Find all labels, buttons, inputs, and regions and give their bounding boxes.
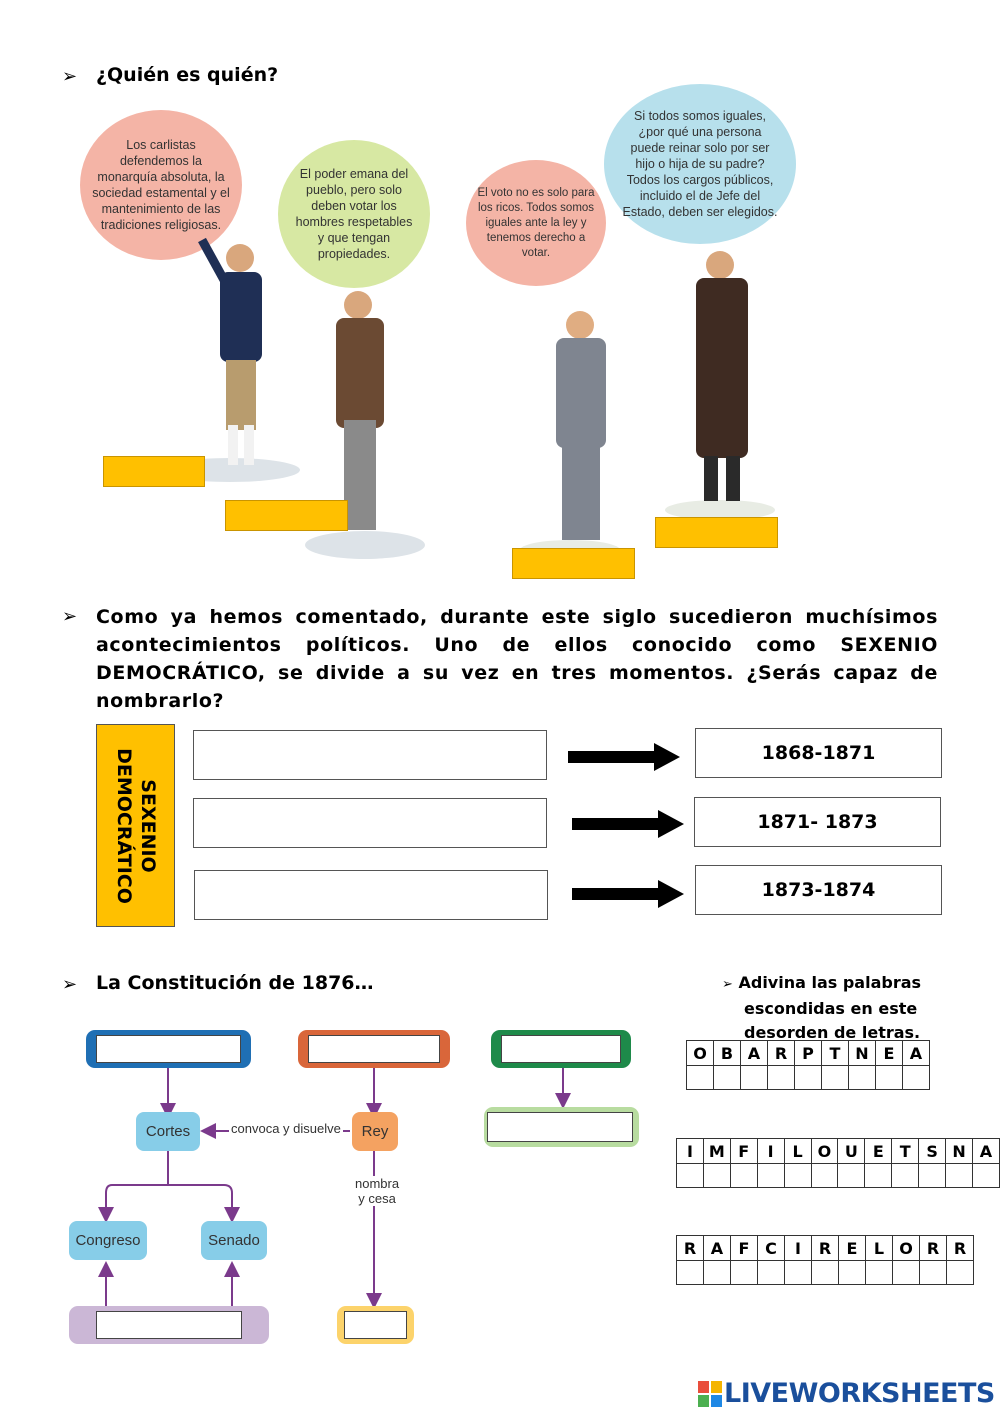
sexenio-word: SEXENIO [136, 778, 159, 873]
letter-cell: R [812, 1236, 839, 1261]
blank-frame-blue [86, 1030, 251, 1068]
answer-cell[interactable] [703, 1164, 730, 1188]
letter-cell: E [839, 1236, 866, 1261]
answer-cell[interactable] [768, 1066, 795, 1090]
answer-box-4[interactable] [655, 517, 778, 548]
blank-frame-lilac [69, 1306, 269, 1344]
bubble-text: El voto no es solo para los ricos. Todos somos iguales ante la ley y tenemos derecho a votar. [477, 186, 595, 259]
man-carlista-figure [202, 240, 262, 465]
letter-cell: L [866, 1236, 893, 1261]
answer-cell[interactable] [795, 1066, 822, 1090]
blank-input-yellow[interactable] [344, 1311, 407, 1339]
answer-cell[interactable] [731, 1261, 758, 1285]
period-name-input-3[interactable] [194, 870, 548, 920]
right-arrow-icon [572, 810, 684, 838]
blank-frame-lightgreen [484, 1107, 639, 1147]
letter-cell: L [784, 1139, 811, 1164]
letter-cell: I [677, 1139, 704, 1164]
label-convoca-disuelve: convoca y disuelve [231, 1121, 341, 1136]
blank-input-lightgreen[interactable] [487, 1112, 633, 1142]
blank-input-green[interactable] [501, 1035, 621, 1063]
letter-cell: O [811, 1139, 838, 1164]
node-congreso: Congreso [69, 1221, 147, 1260]
answer-cell[interactable] [784, 1164, 811, 1188]
answer-cell[interactable] [812, 1261, 839, 1285]
blank-input-blue[interactable] [96, 1035, 241, 1063]
letter-cell: T [822, 1041, 849, 1066]
scrambled-letters-row [677, 1236, 974, 1261]
answer-cell[interactable] [677, 1261, 704, 1285]
scrambled-letters-row [687, 1041, 930, 1066]
letter-cell: A [903, 1041, 930, 1066]
letter-cell: A [741, 1041, 768, 1066]
answer-cell[interactable] [866, 1261, 893, 1285]
letter-cell: O [893, 1236, 920, 1261]
letter-cell: R [677, 1236, 704, 1261]
letter-cell: P [795, 1041, 822, 1066]
answer-cell[interactable] [919, 1164, 946, 1188]
letter-cell: B [714, 1041, 741, 1066]
period-date-1: 1868-1871 [695, 728, 942, 778]
answer-cell[interactable] [893, 1261, 920, 1285]
letter-cell: N [849, 1041, 876, 1066]
label-nombra-cesa [355, 1176, 399, 1206]
answer-cell[interactable] [865, 1164, 892, 1188]
blank-frame-yellow [337, 1306, 414, 1344]
liveworksheets-logo-icon [698, 1381, 722, 1407]
instruction-line-1: Adivina las palabras [738, 973, 922, 992]
bubble-text: Los carlistas defendemos la monarquía absoluta, la sociedad estamental y el mantenimiento de las tradiciones religiosas. [92, 138, 230, 232]
answer-cell[interactable] [838, 1164, 865, 1188]
letter-cell: A [704, 1236, 731, 1261]
letter-grid-3 [676, 1235, 974, 1285]
period-date-2: 1871- 1873 [694, 797, 941, 847]
blank-frame-orange [298, 1030, 450, 1068]
answer-cell[interactable] [947, 1261, 974, 1285]
answer-cell[interactable] [758, 1261, 785, 1285]
node-cortes: Cortes [136, 1112, 200, 1151]
letter-cell: U [838, 1139, 865, 1164]
answer-letters-row [687, 1066, 930, 1090]
answer-cell[interactable] [785, 1261, 812, 1285]
letter-grid-1 [686, 1040, 930, 1090]
answer-cell[interactable] [741, 1066, 768, 1090]
answer-cell[interactable] [892, 1164, 919, 1188]
bullet-arrow-icon: ➢ [62, 974, 78, 995]
letter-cell: R [768, 1041, 795, 1066]
letter-grid-2 [676, 1138, 1000, 1188]
scrambled-letters-row [677, 1139, 1000, 1164]
letter-cell: A [972, 1139, 999, 1164]
answer-cell[interactable] [946, 1164, 973, 1188]
answer-cell[interactable] [839, 1261, 866, 1285]
bullet-arrow-icon: ➢ [722, 977, 733, 992]
answer-cell[interactable] [972, 1164, 999, 1188]
answer-letters-row [677, 1164, 1000, 1188]
man-republicano-figure [696, 251, 748, 501]
letter-cell: R [947, 1236, 974, 1261]
answer-cell[interactable] [903, 1066, 930, 1090]
answer-cell[interactable] [757, 1164, 784, 1188]
letter-cell: R [920, 1236, 947, 1261]
liveworksheets-logo [698, 1378, 995, 1409]
period-name-input-1[interactable] [193, 730, 547, 780]
period-name-input-2[interactable] [193, 798, 547, 848]
letter-cell: F [731, 1236, 758, 1261]
letter-cell: S [919, 1139, 946, 1164]
bubble-text: Si todos somos iguales, ¿por qué una persona puede reinar solo por ser hijo o hija de su padre? Todos los cargos públicos, incluido el de Jefe del Estado, deben ser elegidos. [622, 109, 778, 219]
letter-cell: I [757, 1139, 784, 1164]
man-progresista-figure [556, 311, 606, 540]
right-arrow-icon [568, 743, 680, 771]
label-nombra: nombra [355, 1176, 400, 1191]
right-arrow-icon [572, 880, 684, 908]
blank-input-lilac[interactable] [96, 1311, 242, 1339]
letter-cell: I [785, 1236, 812, 1261]
bullet-arrow-icon: ➢ [62, 66, 78, 87]
man-moderado-figure [336, 291, 384, 530]
democratico-word: DEMOCRÁTICO [112, 747, 135, 904]
section-title-constitucion: La Constitución de 1876… [96, 972, 374, 994]
answer-cell[interactable] [677, 1164, 704, 1188]
letter-cell: E [865, 1139, 892, 1164]
answer-letters-row [677, 1261, 974, 1285]
instruction-line-2: escondidas en este [744, 999, 918, 1018]
brand-name: LIVEWORKSHEETS [724, 1378, 995, 1409]
answer-cell[interactable] [704, 1261, 731, 1285]
label-cesa: y cesa [358, 1191, 396, 1206]
answer-cell[interactable] [730, 1164, 757, 1188]
blank-frame-green [491, 1030, 631, 1068]
instruction-line-3: desorden de letras. [744, 1023, 921, 1042]
answer-cell[interactable] [714, 1066, 741, 1090]
letter-cell: E [876, 1041, 903, 1066]
node-rey: Rey [352, 1112, 398, 1151]
letter-cell: T [892, 1139, 919, 1164]
sexenio-label-text [112, 748, 160, 904]
letter-cell: O [687, 1041, 714, 1066]
answer-cell[interactable] [876, 1066, 903, 1090]
answer-box-2[interactable] [225, 500, 348, 531]
answer-box-3[interactable] [512, 548, 635, 579]
letter-cell: F [730, 1139, 757, 1164]
bullet-arrow-icon: ➢ [62, 606, 78, 627]
section-title-quien: ¿Quién es quién? [96, 64, 279, 86]
blank-input-orange[interactable] [308, 1035, 440, 1063]
answer-cell[interactable] [920, 1261, 947, 1285]
answer-cell[interactable] [849, 1066, 876, 1090]
node-senado: Senado [201, 1221, 267, 1260]
sexenio-label-box [96, 724, 175, 927]
bubble-text: El poder emana del pueblo, pero solo deben votar los hombres respetables y que tengan propiedades. [295, 167, 413, 261]
period-date-3: 1873-1874 [695, 865, 942, 915]
answer-cell[interactable] [822, 1066, 849, 1090]
answer-box-1[interactable] [103, 456, 205, 487]
letter-cell: M [703, 1139, 730, 1164]
letter-cell: N [946, 1139, 973, 1164]
answer-cell[interactable] [687, 1066, 714, 1090]
answer-cell[interactable] [811, 1164, 838, 1188]
sexenio-question-text: Como ya hemos comentado, durante este siglo sucedieron muchísimos acontecimientos políticos. Uno de ellos conocido como SEXENIO DEMOCRÁTICO, se divide a su vez en tres momentos. ¿Serás capaz de nombrarlo? [96, 606, 938, 712]
puzzle-instructions [722, 971, 921, 1045]
letter-cell: C [758, 1236, 785, 1261]
